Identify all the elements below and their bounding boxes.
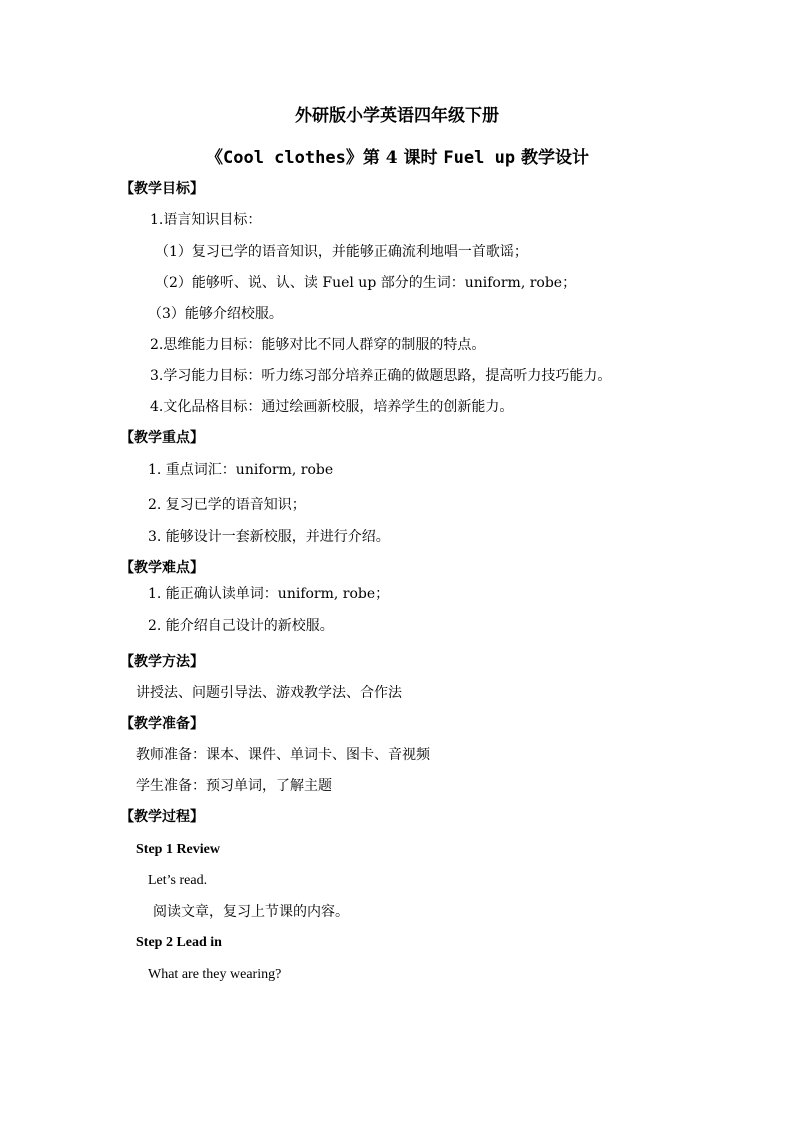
objective-item: （3）能够介绍校服。 (148, 306, 283, 322)
process-heading: 【教学过程】 (120, 809, 204, 825)
key-points-heading: 【教学重点】 (120, 430, 204, 446)
subtitle-prefix: 《 (206, 148, 223, 168)
objective-item: （1）复习已学的语音知识，并能够正确流利地唱一首歌谣； (155, 244, 528, 260)
step1-title: Step 1 Review (136, 842, 220, 857)
subtitle-suffix: 教学设计 (515, 148, 589, 168)
key-point-item: 2. 复习已学的语音知识； (148, 497, 306, 513)
objectives-heading: 【教学目标】 (120, 181, 204, 197)
student-preparation: 学生准备：预习单词，了解主题 (136, 778, 332, 794)
difficulties-heading: 【教学难点】 (120, 560, 204, 576)
objective-item: 2.思维能力目标：能够对比不同人群穿的制服的特点。 (150, 337, 486, 353)
subtitle-section: Fuel up (443, 148, 516, 168)
step1-description: 阅读文章，复习上节课的内容。 (153, 904, 349, 920)
objective-item: 1.语言知识目标： (150, 212, 262, 228)
difficulty-item: 2. 能介绍自己设计的新校服。 (148, 618, 334, 634)
subtitle-unit-name: Cool clothes (223, 148, 346, 168)
subtitle-lesson: 》第 4 课时 (345, 148, 444, 168)
document-subtitle (206, 148, 589, 168)
objective-item: 3.学习能力目标：听力练习部分培养正确的做题思路，提高听力技巧能力。 (150, 368, 612, 384)
document-title: 外研版小学英语四年级下册 (295, 106, 499, 126)
difficulty-item: 1. 能正确认读单词：uniform, robe； (148, 586, 390, 602)
objective-item: 4.文化品格目标：通过绘画新校服，培养学生的创新能力。 (150, 399, 514, 415)
key-point-item: 1. 重点词汇：uniform, robe (148, 462, 334, 478)
preparation-heading: 【教学准备】 (120, 716, 204, 732)
step2-title: Step 2 Lead in (136, 935, 222, 950)
teacher-preparation: 教师准备：课本、课件、单词卡、图卡、音视频 (136, 747, 430, 763)
step1-instruction: Let’s read. (148, 873, 208, 888)
objective-item: （2）能够听、说、认、读 Fuel up 部分的生词：uniform, robe； (155, 275, 577, 291)
key-point-item: 3. 能够设计一套新校服，并进行介绍。 (148, 529, 390, 545)
step2-question: What are they wearing? (148, 967, 282, 982)
methods-heading: 【教学方法】 (120, 654, 204, 670)
methods-text: 讲授法、问题引导法、游戏教学法、合作法 (136, 685, 402, 701)
